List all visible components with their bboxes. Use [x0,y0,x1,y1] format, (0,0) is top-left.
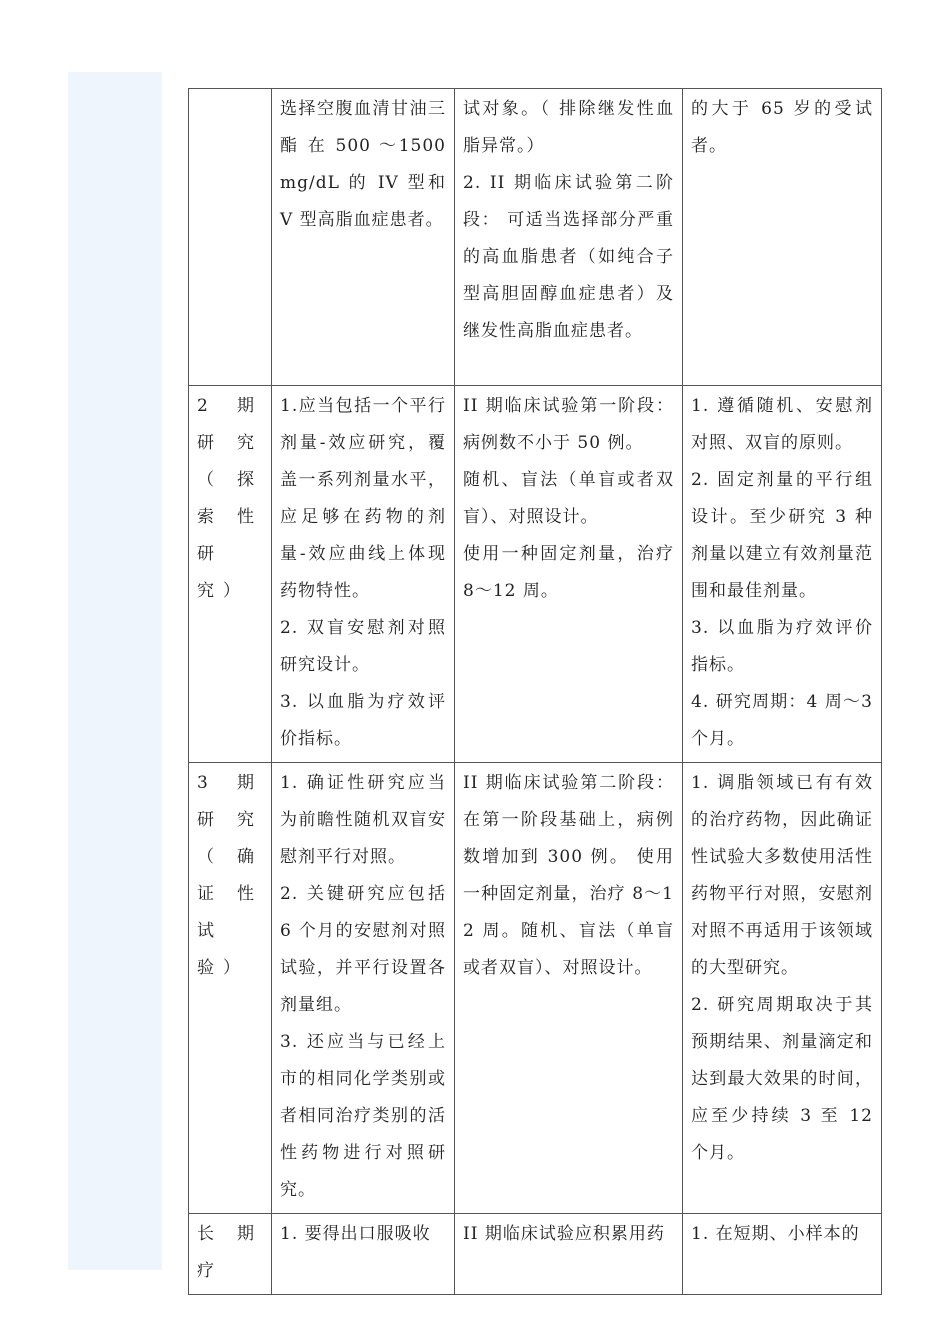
stage-cell: 长期疗 [189,1214,272,1295]
table-row [189,1214,882,1295]
requirement-cell: 1. 确证性研究应当为前瞻性随机双盲安慰剂平行对照。 2. 关键研究应包括 6 个月的安慰剂对照试验，并平行设置各剂量组。 3. 还应当与已经上市的相同化学类别或者相同治疗类别的活性药物进行对照研究。 [272,763,455,1214]
notes-cell: 1. 调脂领域已有有效的治疗药物，因此确证性试验大多数使用活性药物平行对照，安慰剂对照不再适用于该领域的大型研究。 2. 研究周期取决于其预期结果、剂量滴定和达到最大效果的时间，应至少持续 3 至 12 个月。 [683,763,882,1214]
stage-cell [189,89,272,386]
requirement-cell: 选择空腹血清甘油三 酯 在 500 ～1500mg/dL 的 IV 型和 V 型高脂血症患者。 [272,89,455,386]
stage-cell: 3 期研究（确证性 试验） [189,763,272,1214]
table-row [189,89,882,386]
requirement-cell: 1. 要得出口服吸收 [272,1214,455,1295]
domestic-practice-cell: 试对象。（ 排除继发性血脂异常。） 2. II 期临床试验第二阶段： 可适当选择部分严重的高血脂患者（如纯合子型高胆固醇血症患者）及继发性高脂血症患者。 [455,89,683,386]
table-row [189,386,882,763]
notes-cell: 1. 遵循随机、安慰剂对照、双盲的原则。 2. 固定剂量的平行组设计。至少研究 3 种剂量以建立有效剂量范围和最佳剂量。 3. 以血脂为疗效评价指标。 4. 研究周期：4 周～3 个月。 [683,386,882,763]
domestic-practice-cell: II 期临床试验应积累用药 [455,1214,683,1295]
notes-cell: 1. 在短期、小样本的 [683,1214,882,1295]
trial-design-table [188,88,882,1295]
stage-cell: 2 期研究（探索性 研究） [189,386,272,763]
table-row [189,763,882,1214]
domestic-practice-cell: II 期临床试验第二阶段：在第一阶段基础上，病例数增加到 300 例。 使用一种固定剂量，治疗 8～12 周。随机、盲法（单盲或者双盲）、对照设计。 [455,763,683,1214]
notes-cell: 的大于 65 岁的受试者。 [683,89,882,386]
domestic-practice-cell: II 期临床试验第一阶段：病例数不小于 50 例。 随机、盲法（单盲或者双盲）、对照设计。 使用一种固定剂量，治疗 8～12 周。 [455,386,683,763]
requirement-cell: 1.应当包括一个平行剂量-效应研究，覆盖一系列剂量水平，应足够在药物的剂量-效应曲线上体现药物特性。 2. 双盲安慰剂对照研究设计。 3. 以血脂为疗效评价指标。 [272,386,455,763]
page-margin-strip [68,72,162,1270]
